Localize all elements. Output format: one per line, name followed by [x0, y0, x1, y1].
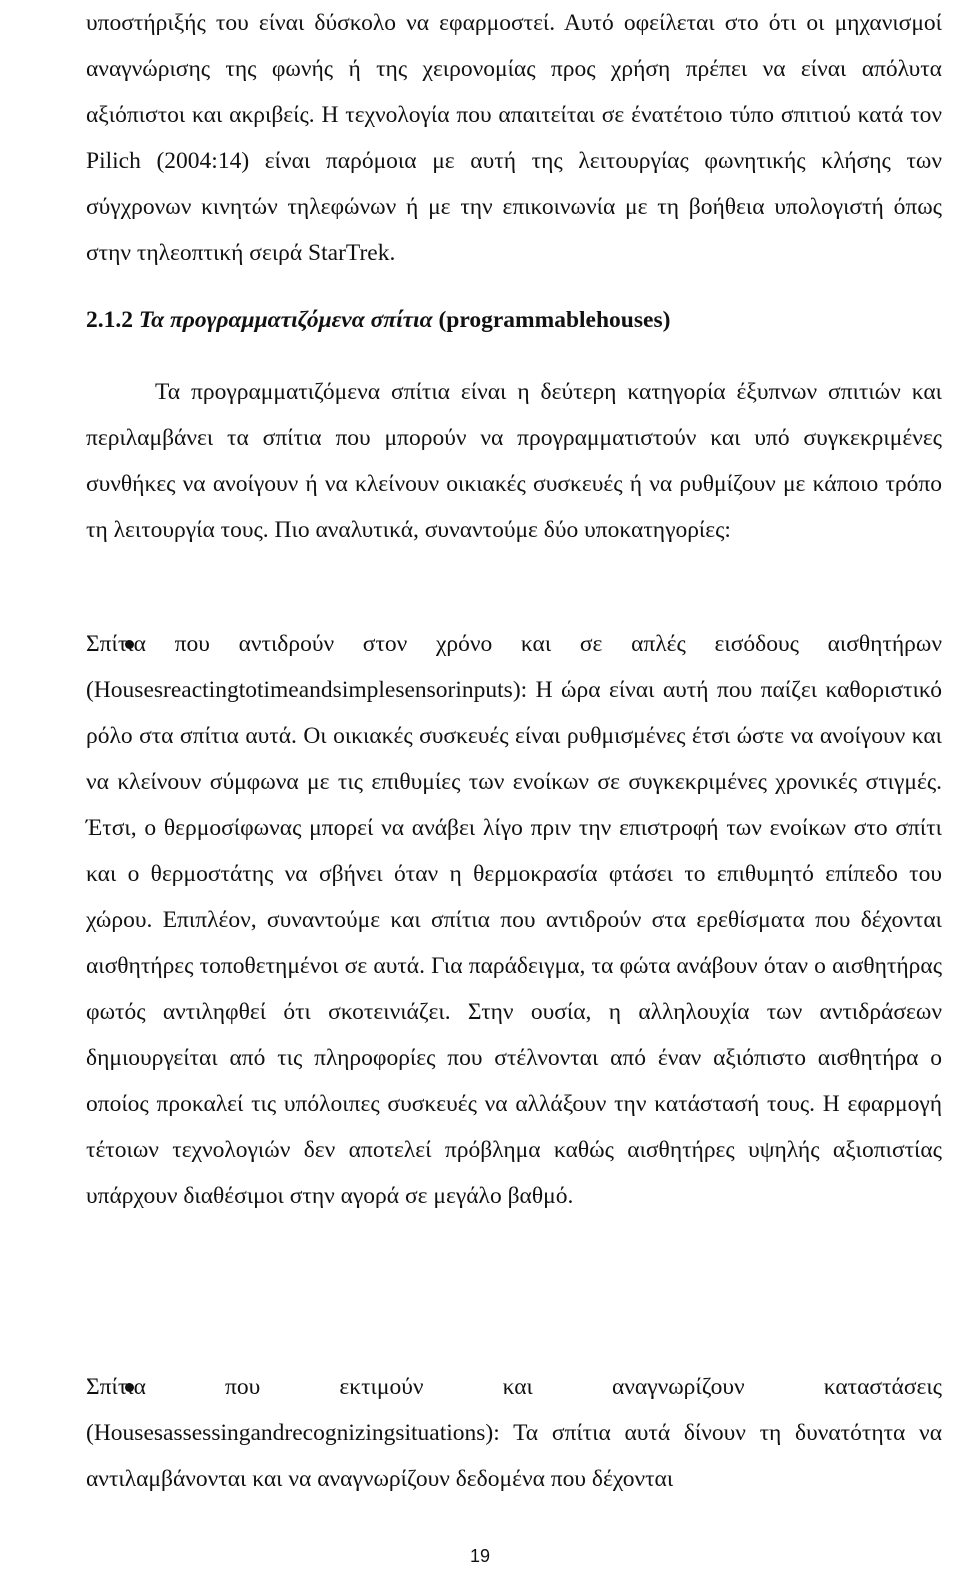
section-title-greek: Τα προγραμματιζόμενα σπίτια: [138, 307, 433, 333]
section-heading: [86, 297, 942, 343]
bullet-text: Σπίτια που αντιδρούν στον χρόνο και σε απλές εισόδους αισθητήρων (Housesreactingtotimeandsimplesensorinputs): Η ώρα είναι αυτή που παίζει καθοριστικό ρόλο στα σπίτια αυτά. Οι οικιακές συσκευές είναι ρυθμισμένες έτσι ώστε να ανοίγουν και να κλείνουν σύμφωνα με τις επιθυμίες των ενοίκων σε συγκεκριμένες χρονικές στιγμές. Έτσι, ο θερμοσίφωνας μπορεί να ανάβει λίγο πριν την επιστροφή των ενοίκων στο σπίτι και ο θερμοστάτης να σβήνει όταν η θερμοκρασία φτάσει το επιθυμητό επίπεδο του χώρου. Επιπλέον, συναντούμε και σπίτια που αντιδρούν στα ερεθίσματα που δέχονται αισθητήρες τοποθετημένοι σε αυτά. Για παράδειγμα, τα φώτα ανάβουν όταν ο αισθητήρας φωτός αντιληφθεί ότι σκοτεινιάζει. Στην ουσία, η αλληλουχία των αντιδράσεων δημιουργείται από τις πληροφορίες που στέλνονται από έναν αξιόπιστο αισθητήρα ο οποίος προκαλεί τις υπόλοιπες συσκευές να αλλάξουν την κατάστασή τους. Η εφαρμογή τέτοιων τεχνολογιών δεν αποτελεί πρόβλημα καθώς αισθητήρες υψηλής αξιοπιστίας υπάρχουν διαθέσιμοι στην αγορά σε μεγάλο βαθμό.: [86, 631, 942, 1209]
section-title-english: (programmablehouses): [438, 307, 671, 333]
section-paragraph: Τα προγραμματιζόμενα σπίτια είναι η δεύτερη κατηγορία έξυπνων σπιτιών και περιλαμβάνει τα σπίτια που μπορούν να προγραμματιστούν και υπό συγκεκριμένες συνθήκες να ανοίγουν ή να κλείνουν οικιακές συσκευές ή να ρυθμίζουν με κάποιο τρόπο τη λειτουργία τους. Πιο αναλυτικά, συναντούμε δύο υποκατηγορίες:: [86, 379, 942, 543]
top-paragraph: υποστήριξής του είναι δύσκολο να εφαρμοστεί. Αυτό οφείλεται στο ότι οι μηχανισμοί αναγνώρισης της φωνής ή της χειρονομίας προς χρήση πρέπει να είναι απόλυτα αξιόπιστοι και ακριβείς. Η τεχνολογία που απαιτείται σε ένατέτοιο τύπο σπιτιού κατά τον Pilich (2004:14) είναι παρόμοια με αυτή της λειτουργίας φωνητικής κλήσης των σύγχρονων κινητών τηλεφώνων ή με την επικοινωνία με τη βοήθεια υπολογιστή όπως στην τηλεοπτική σειρά StarTrek.: [86, 10, 942, 266]
bullet-dot-icon: [0, 621, 86, 667]
bullet-dot-icon: [0, 1364, 86, 1410]
page-number: 19: [469, 1546, 491, 1566]
section-number: 2.1.2: [86, 307, 133, 333]
bullet-text: Σπίτια που εκτιμούν και αναγνωρίζουν καταστάσεις (Housesassessingandrecognizingsituations): Τα σπίτια αυτά δίνουν τη δυνατότητα να αντιλαμβάνονται και να αναγνωρίζουν δεδομένα που δέχονται: [86, 1374, 942, 1492]
